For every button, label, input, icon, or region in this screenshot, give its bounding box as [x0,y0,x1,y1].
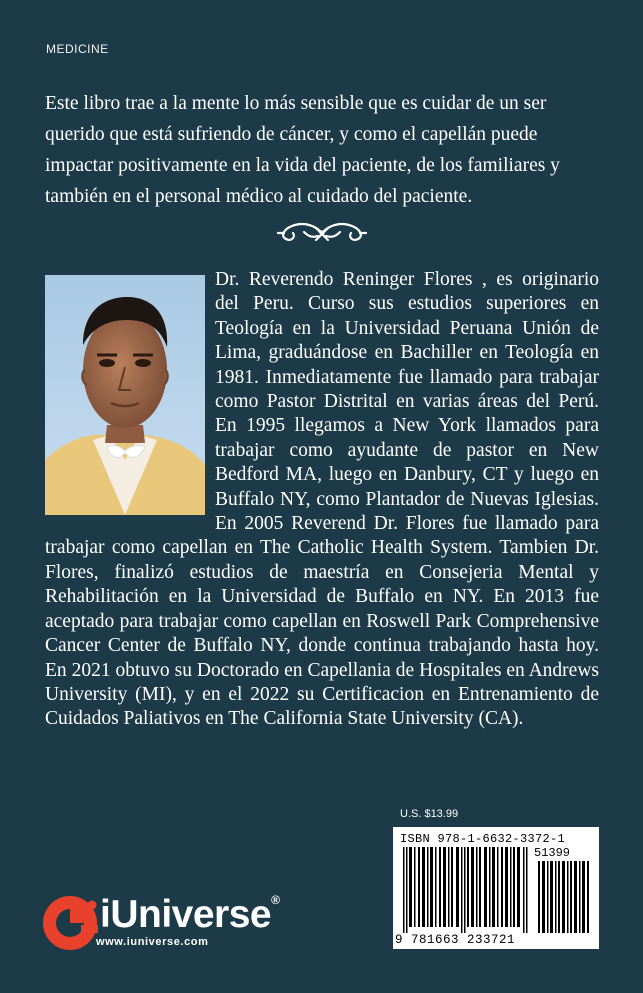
book-blurb: Este libro trae a la mente lo más sensible que es cuidar de un ser querido que está sufriendo de cáncer, y como el capellán puede impactar positivamente en la vida del paciente, de los familiares y también en el personal médico al cuidado del paciente. [45,93,560,207]
price-barcode-bars [537,861,593,933]
iuniverse-logo-icon [42,895,98,951]
isbn-barcode [393,827,599,949]
publisher-name: iUniverse® [100,893,280,936]
author-bio-text: Dr. Reverendo Reninger Flores , es originario del Peru. Curso sus estudios superiores en Teología en la Universidad Peruana Unión de Lima, graduándose en Bachiller en Teología en 1981. Inmediatamente fue llamado para trabajar como Pastor Distrital en varias áreas del Perú. En 1995 llegamos a New York llamados para trabajar como ayudante de pastor en New Bedford MA, luego en Danbury, CT y luego en Buffalo NY, como Plantador de Nuevas Iglesias. En 2005 Reverend Dr. Flores fue llamado para trabajar como capellan en The Catholic Health System. Tambien Dr. Flores, finalizó estudios de maestría en Consejeria Mental y Rehabilitación en la Universidad de Buffalo en NY. En 2013 fue aceptado para trabajar como capellan en Roswell Park Comprehensive Cancer Center de Buffalo NY, donde continua trabajando hasta hoy. En 2021 obtuvo su Doctorado en Capellania de Hospitales en Andrews University (MI), y en el 2022 su Certificacion en Entrenamiento de Cuidados Paliativos en The California State University (CA). [45,269,599,730]
author-bio [45,268,599,732]
registered-mark: ® [271,893,280,907]
isbn-number: ISBN 978-1-6632-3372-1 [400,832,566,846]
price-label: U.S. $13.99 [400,808,459,820]
publisher-logo[interactable] [42,893,282,953]
ean-digits: 9 781663 233721 [395,933,516,947]
ean-barcode-bars [399,847,533,933]
publisher-url[interactable]: www.iuniverse.com [96,936,209,948]
floral-ornament-icon [274,218,370,248]
category-label: MEDICINE [46,42,109,56]
price-code: 51399 [534,846,571,860]
